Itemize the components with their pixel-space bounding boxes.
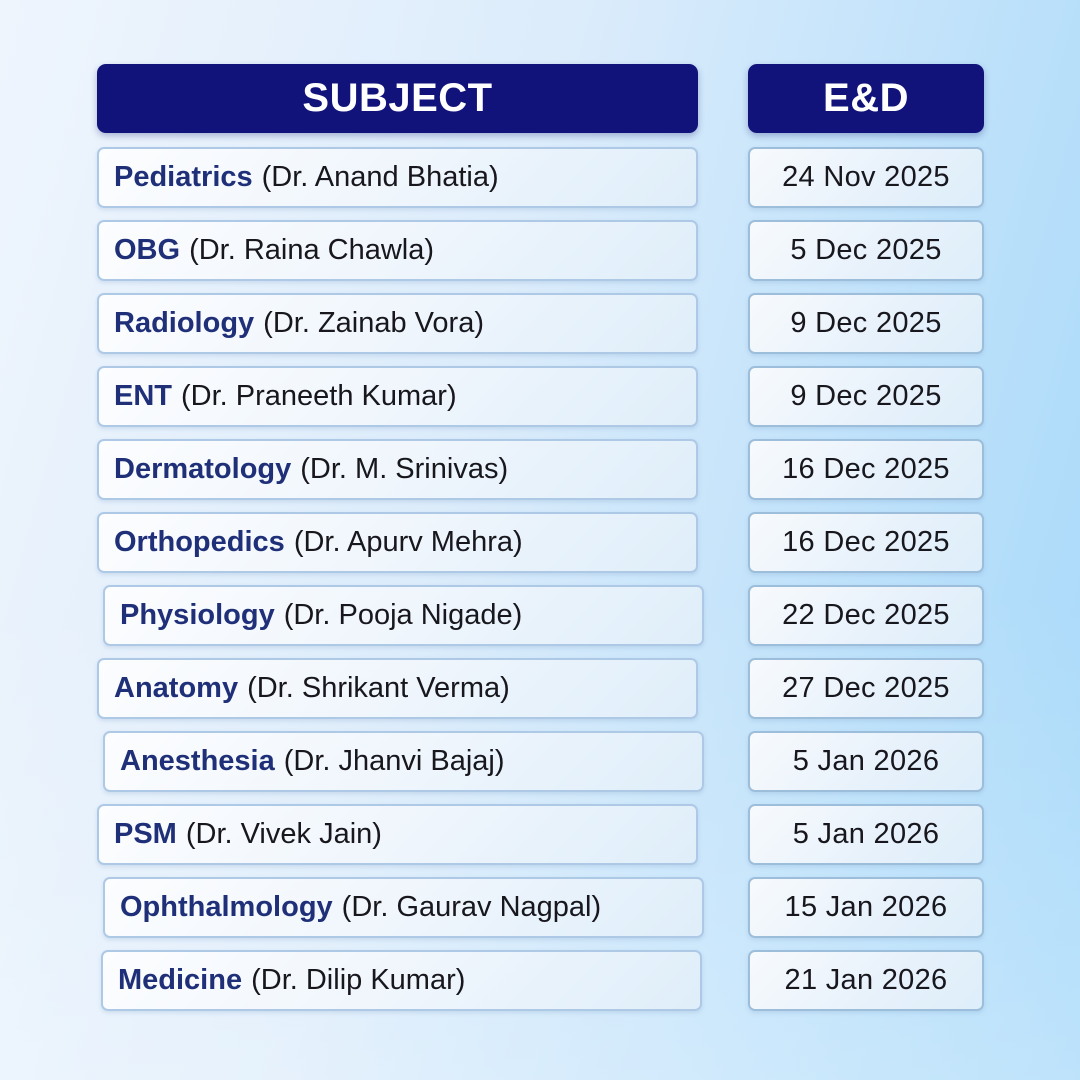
subject-name: Pediatrics <box>114 161 253 193</box>
table-row-subject <box>103 731 704 792</box>
end-date-text: 27 Dec 2025 <box>782 672 950 704</box>
table-row-date <box>748 804 984 865</box>
end-date-text: 24 Nov 2025 <box>782 161 950 193</box>
end-date-text: 22 Dec 2025 <box>782 599 950 631</box>
subject-name: PSM <box>114 818 177 850</box>
end-date-text: 5 Dec 2025 <box>790 234 942 266</box>
end-date-text: 15 Jan 2026 <box>784 891 948 923</box>
end-date-text: 21 Jan 2026 <box>784 964 948 996</box>
table-row-date <box>748 439 984 500</box>
table-row-date <box>748 950 984 1011</box>
subject-name: Dermatology <box>114 453 292 485</box>
table-row-subject <box>97 366 698 427</box>
subject-column-header: SUBJECT <box>97 64 698 133</box>
date-column-header: E&D <box>748 64 984 133</box>
doctor-name: (Dr. Pooja Nigade) <box>283 599 523 631</box>
table-row-subject <box>97 293 698 354</box>
subject-name: Medicine <box>118 964 243 996</box>
table-row-date <box>748 877 984 938</box>
doctor-name: (Dr. Shrikant Verma) <box>247 672 510 704</box>
end-date-text: 16 Dec 2025 <box>782 453 950 485</box>
table-row-date <box>748 220 984 281</box>
table-row-subject <box>101 950 702 1011</box>
subject-name: Ophthalmology <box>120 891 333 923</box>
subject-name: ENT <box>114 380 172 412</box>
doctor-name: (Dr. Jhanvi Bajaj) <box>283 745 505 777</box>
subject-name: Anatomy <box>114 672 239 704</box>
table-row-date <box>748 731 984 792</box>
end-date-text: 5 Jan 2026 <box>792 745 940 777</box>
table-row-date <box>748 585 984 646</box>
table-row-date <box>748 658 984 719</box>
table-row-date <box>748 366 984 427</box>
subject-name: OBG <box>114 234 181 266</box>
table-row-date <box>748 147 984 208</box>
table-row-subject <box>97 512 698 573</box>
table-row-date <box>748 512 984 573</box>
end-date-text: 9 Dec 2025 <box>790 380 942 412</box>
subject-name: Orthopedics <box>114 526 285 558</box>
date-rows <box>748 147 984 1011</box>
subject-column <box>97 64 698 1011</box>
table-row-subject <box>97 658 698 719</box>
subject-name: Physiology <box>120 599 275 631</box>
doctor-name: (Dr. Vivek Jain) <box>185 818 382 850</box>
table-row-subject <box>103 585 704 646</box>
end-date-text: 9 Dec 2025 <box>790 307 942 339</box>
doctor-name: (Dr. Raina Chawla) <box>189 234 435 266</box>
doctor-name: (Dr. Dilip Kumar) <box>251 964 466 996</box>
exam-schedule-table <box>97 64 984 1011</box>
doctor-name: (Dr. M. Srinivas) <box>300 453 509 485</box>
doctor-name: (Dr. Zainab Vora) <box>263 307 484 339</box>
end-date-text: 16 Dec 2025 <box>782 526 950 558</box>
subject-name: Radiology <box>114 307 255 339</box>
doctor-name: (Dr. Anand Bhatia) <box>261 161 499 193</box>
table-row-subject <box>103 877 704 938</box>
table-row-subject <box>97 804 698 865</box>
table-row-subject <box>97 147 698 208</box>
subject-rows <box>97 147 698 1011</box>
date-column <box>748 64 984 1011</box>
doctor-name: (Dr. Praneeth Kumar) <box>181 380 457 412</box>
table-row-subject <box>97 439 698 500</box>
table-row-subject <box>97 220 698 281</box>
subject-name: Anesthesia <box>120 745 275 777</box>
end-date-text: 5 Jan 2026 <box>792 818 940 850</box>
table-row-date <box>748 293 984 354</box>
doctor-name: (Dr. Apurv Mehra) <box>293 526 523 558</box>
doctor-name: (Dr. Gaurav Nagpal) <box>341 891 602 923</box>
